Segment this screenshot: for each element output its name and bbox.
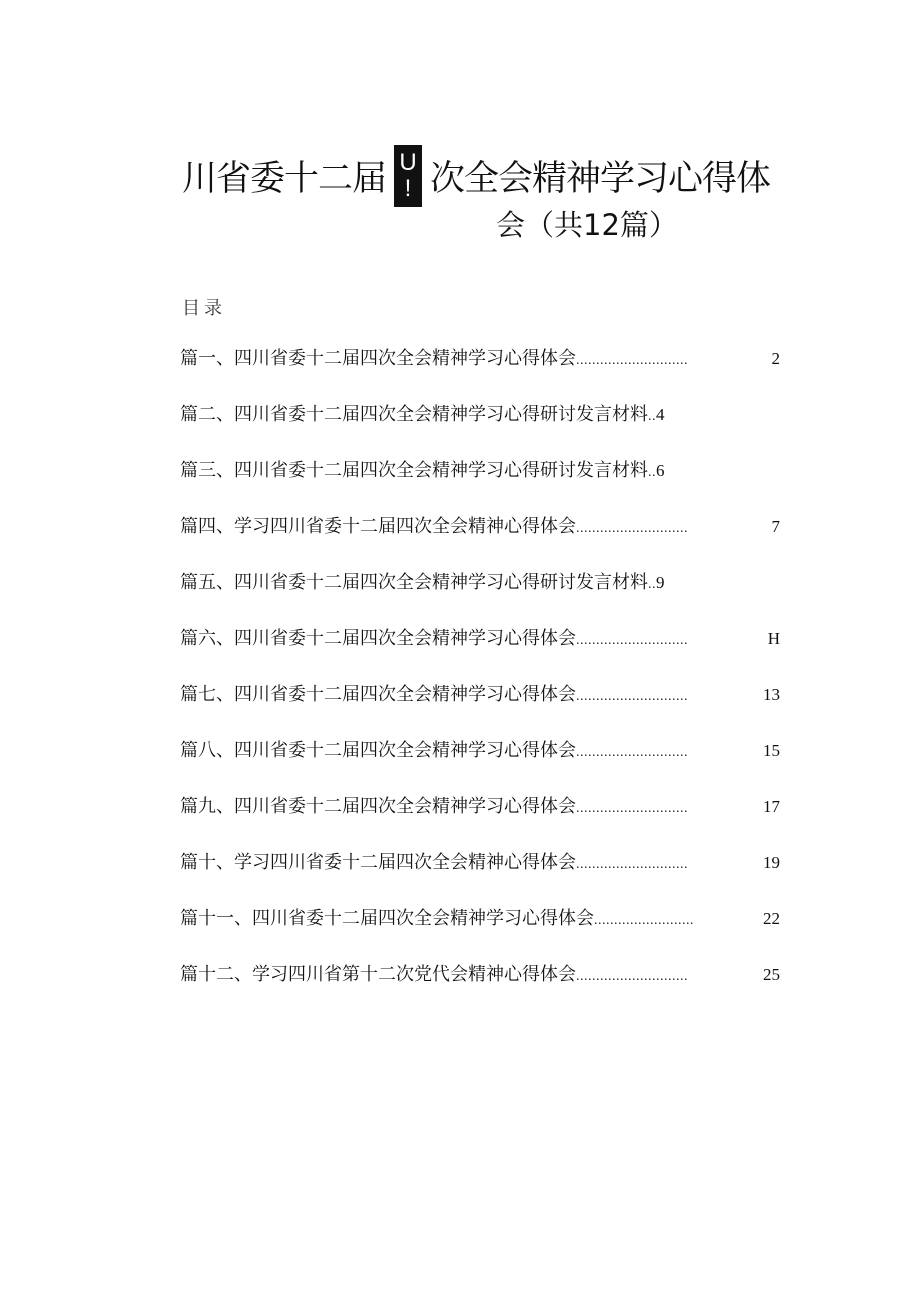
toc-entry-title: 篇八、四川省委十二届四次全会精神学习心得体会 xyxy=(180,740,576,761)
toc-entry-5[interactable] xyxy=(180,569,780,625)
toc-page-number: 22 xyxy=(763,909,780,928)
document-title xyxy=(182,146,770,206)
toc-entry-title: 篇七、四川省委十二届四次全会精神学习心得体会 xyxy=(180,684,576,705)
toc-entry-title: 篇十、学习四川省委十二届四次全会精神心得体会 xyxy=(180,852,576,873)
glyph-box-top: U xyxy=(399,149,417,176)
toc-entry-8[interactable] xyxy=(180,737,780,793)
toc-heading: 目录 xyxy=(182,298,226,319)
toc-entry-9[interactable] xyxy=(180,793,780,849)
toc-leader-dots: ............................ xyxy=(576,521,688,536)
toc-page-number: 17 xyxy=(763,797,780,816)
toc-page-number: 9 xyxy=(656,573,665,592)
document-title-line2: 会（共12篇） xyxy=(496,208,678,242)
toc-leader-dots: ............................ xyxy=(576,353,688,368)
toc-entry-6[interactable] xyxy=(180,625,780,681)
toc-page-number: 7 xyxy=(771,517,780,536)
toc-page-number: 25 xyxy=(763,965,780,984)
toc-entry-title: 篇一、四川省委十二届四次全会精神学习心得体会 xyxy=(180,348,576,369)
toc-leader-dots: .. xyxy=(648,465,656,480)
toc-page-number: 15 xyxy=(763,741,780,760)
toc-entry-title: 篇九、四川省委十二届四次全会精神学习心得体会 xyxy=(180,796,576,817)
toc-entry-title: 篇三、四川省委十二届四次全会精神学习心得研讨发言材料 xyxy=(180,460,648,481)
toc-leader-dots: ............................ xyxy=(576,801,688,816)
toc-leader-dots: ............................ xyxy=(576,689,688,704)
toc-leader-dots: ......................... xyxy=(594,913,694,928)
toc-entry-2[interactable] xyxy=(180,401,780,457)
toc-page-number: 19 xyxy=(763,853,780,872)
toc-leader-dots: .. xyxy=(648,409,656,424)
toc-leader-dots: ............................ xyxy=(576,969,688,984)
toc-entry-title: 篇十二、学习四川省第十二次党代会精神心得体会 xyxy=(180,964,576,985)
toc-entry-title: 篇十一、四川省委十二届四次全会精神学习心得体会 xyxy=(180,908,594,929)
toc-entry-4[interactable] xyxy=(180,513,780,569)
toc-leader-dots: ............................ xyxy=(576,633,688,648)
toc-entry-1[interactable] xyxy=(180,345,780,401)
toc-entry-title: 篇四、学习四川省委十二届四次全会精神心得体会 xyxy=(180,516,576,537)
toc-entry-title: 篇六、四川省委十二届四次全会精神学习心得体会 xyxy=(180,628,576,649)
toc-page-number: 13 xyxy=(763,685,780,704)
toc-entry-3[interactable] xyxy=(180,457,780,513)
toc-page-number: 2 xyxy=(771,349,780,368)
toc-entry-11[interactable] xyxy=(180,905,780,961)
toc-page-number: 6 xyxy=(656,461,665,480)
toc-entry-10[interactable] xyxy=(180,849,780,905)
toc-leader-dots: ............................ xyxy=(576,745,688,760)
toc-page-number: H xyxy=(767,629,780,648)
toc-leader-dots: ............................ xyxy=(576,857,688,872)
table-of-contents xyxy=(180,345,780,1017)
title-text-part1: 川省委十二届 xyxy=(182,159,387,199)
toc-leader-dots: .. xyxy=(648,577,656,592)
toc-entry-7[interactable] xyxy=(180,681,780,737)
toc-entry-12[interactable] xyxy=(180,961,780,1017)
glyph-box-bottom: ! xyxy=(404,175,412,202)
toc-page-number: 4 xyxy=(656,405,665,424)
title-text-part2: 次全会精神学习心得体 xyxy=(430,159,771,199)
redacted-glyph-box xyxy=(394,145,422,207)
toc-entry-title: 篇五、四川省委十二届四次全会精神学习心得研讨发言材料 xyxy=(180,572,648,593)
toc-entry-title: 篇二、四川省委十二届四次全会精神学习心得研讨发言材料 xyxy=(180,404,648,425)
